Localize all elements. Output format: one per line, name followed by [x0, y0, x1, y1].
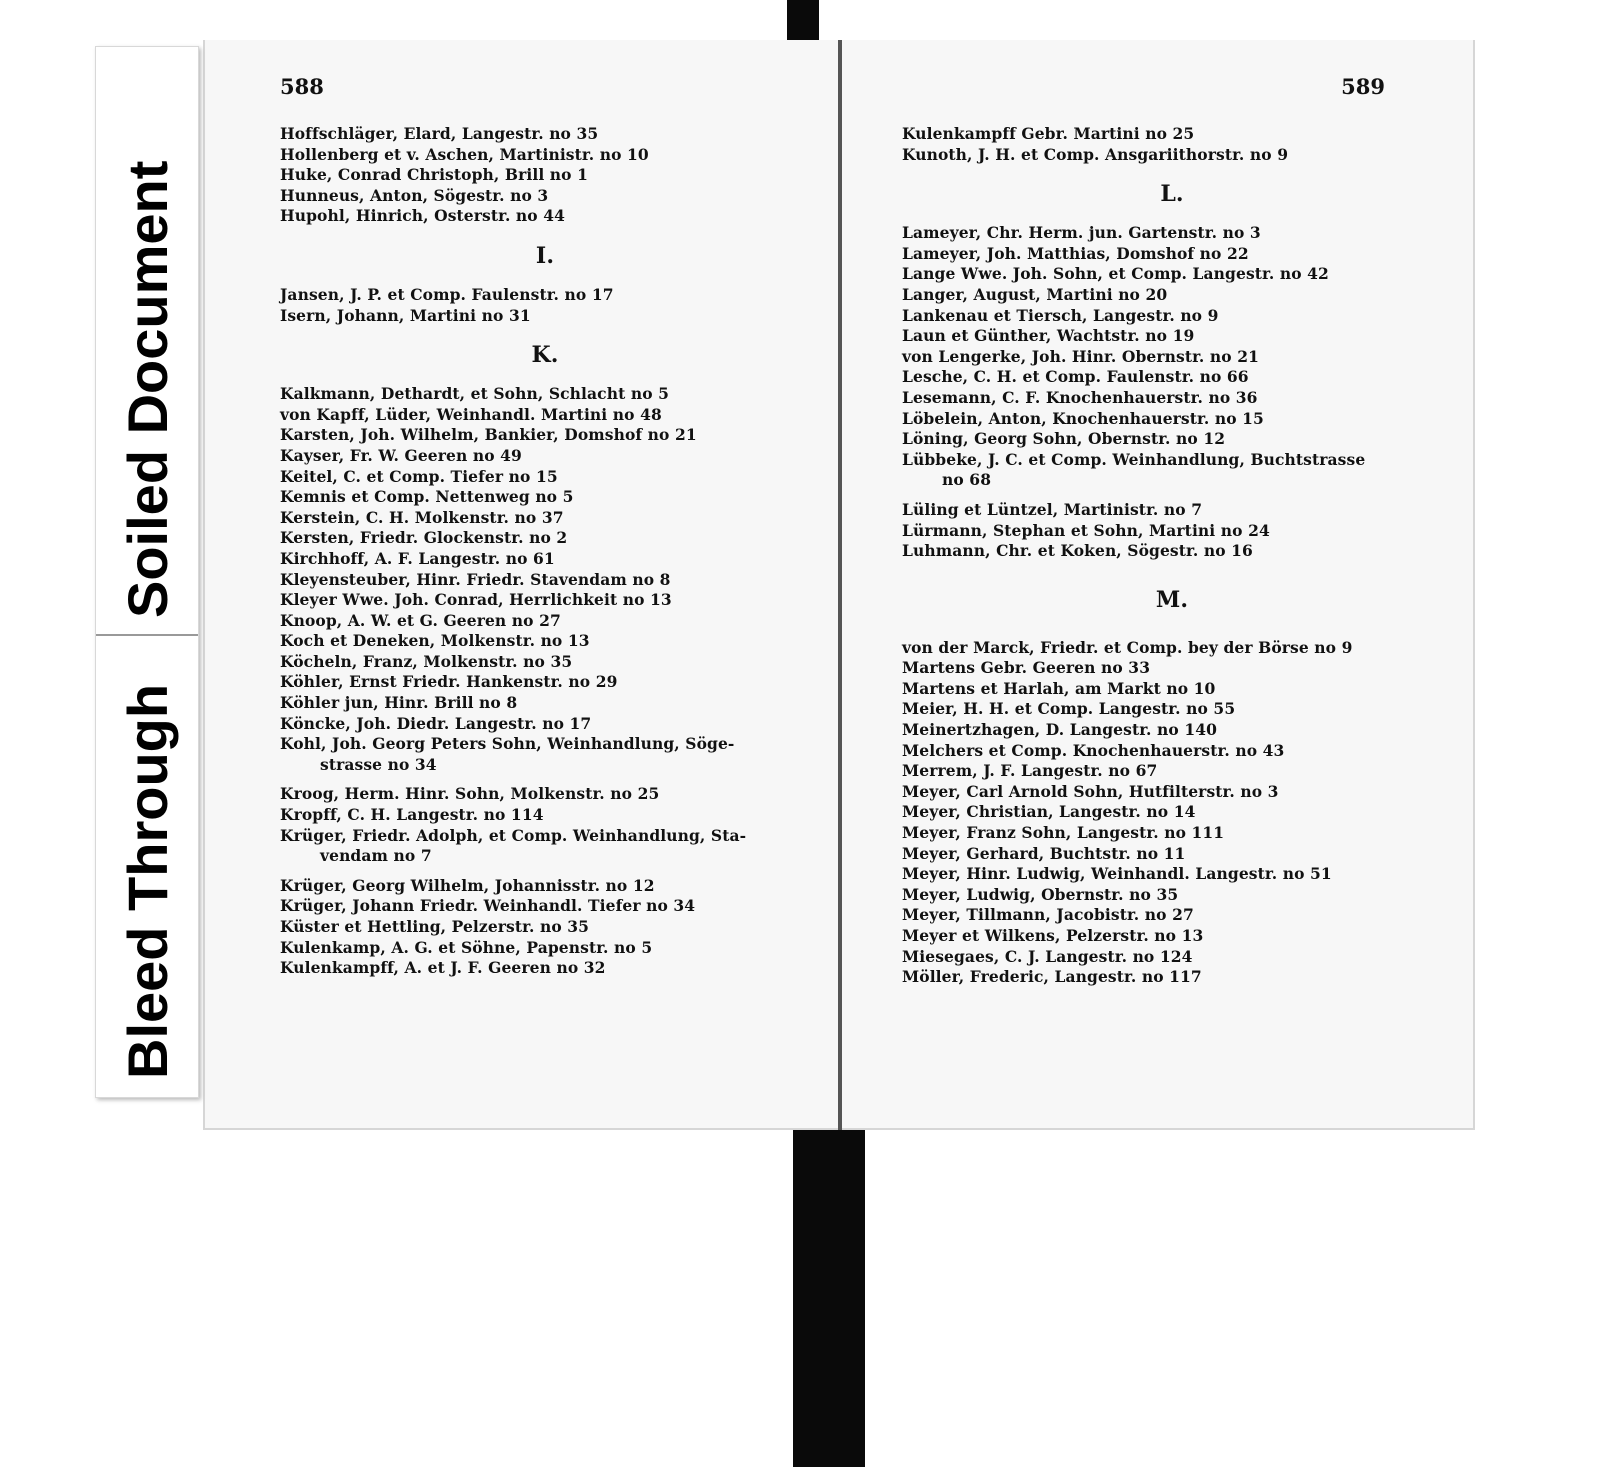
directory-entry: Lameyer, Joh. Matthias, Domshof no 22 — [902, 243, 1249, 263]
directory-entry: von Lengerke, Joh. Hinr. Obernstr. no 21 — [902, 346, 1260, 366]
directory-entry: Jansen, J. P. et Comp. Faulenstr. no 17 — [280, 284, 614, 304]
directory-entry: Küster et Hettling, Pelzerstr. no 35 — [280, 917, 590, 936]
entry-list — [902, 638, 1442, 988]
directory-entry: Löbelein, Anton, Knochenhauerstr. no 15 — [902, 408, 1264, 428]
directory-entry: Kemnis et Comp. Nettenweg no 5 — [280, 487, 574, 507]
directory-entry: Krüger, Johann Friedr. Weinhandl. Tiefer no 34 — [280, 896, 696, 916]
directory-entry: Kleyer Wwe. Joh. Conrad, Herrlichkeit no 13 — [280, 590, 672, 610]
book-spine-bottom — [793, 1128, 865, 1467]
entry-list — [902, 223, 1442, 470]
directory-entry: Lüling et Lüntzel, Martinistr. no 7 — [902, 499, 1203, 519]
directory-entry: Kerstein, C. H. Molkenstr. no 37 — [280, 507, 564, 527]
directory-entry: Köhler jun, Hinr. Brill no 8 — [280, 693, 518, 713]
directory-entry: von Kapff, Lüder, Weinhandl. Martini no 48 — [280, 404, 662, 424]
directory-entry: Hupohl, Hinrich, Osterstr. no 44 — [280, 206, 566, 226]
directory-entry: Kulenkamp, A. G. et Söhne, Papenstr. no 5 — [280, 937, 653, 957]
page-number-right: 589 — [1341, 74, 1385, 99]
page-number-left: 588 — [280, 74, 324, 99]
entry-list — [280, 124, 810, 227]
directory-entry: Lange Wwe. Joh. Sohn, et Comp. Langestr. no 42 — [902, 264, 1329, 284]
directory-entry: Hoffschläger, Elard, Langestr. no 35 — [280, 124, 599, 143]
section-heading-i: I. — [535, 242, 555, 269]
directory-entry: Isern, Johann, Martini no 31 — [280, 305, 531, 325]
directory-entry: Meier, H. H. et Comp. Langestr. no 55 — [902, 699, 1236, 719]
directory-entry: Kayser, Fr. W. Geeren no 49 — [280, 445, 522, 465]
directory-entry: Meyer et Wilkens, Pelzerstr. no 13 — [902, 926, 1204, 945]
directory-entry: Möller, Frederic, Langestr. no 117 — [902, 967, 1202, 987]
directory-entry: Kirchhoff, A. F. Langestr. no 61 — [280, 548, 555, 568]
section-heading-m: M. — [1155, 586, 1189, 613]
left-page — [203, 40, 840, 1130]
directory-entry: Huke, Conrad Christoph, Brill no 1 — [280, 165, 588, 185]
directory-entry: Lürmann, Stephan et Sohn, Martini no 24 — [902, 520, 1270, 540]
directory-entry: Laun et Günther, Wachtstr. no 19 — [902, 326, 1195, 346]
entry-list — [280, 784, 810, 846]
directory-entry: Knoop, A. W. et G. Geeren no 27 — [280, 610, 561, 630]
directory-entry: Lameyer, Chr. Herm. jun. Gartenstr. no 3 — [902, 223, 1261, 243]
directory-entry: Meyer, Hinr. Ludwig, Weinhandl. Langestr. no 51 — [902, 864, 1332, 884]
section-heading-l: L. — [1160, 181, 1184, 208]
directory-entry: Karsten, Joh. Wilhelm, Bankier, Domshof no 21 — [280, 425, 697, 445]
entry-list — [280, 285, 810, 326]
directory-entry: Meyer, Gerhard, Buchtstr. no 11 — [902, 843, 1186, 863]
directory-entry: Lankenau et Tiersch, Langestr. no 9 — [902, 305, 1219, 325]
directory-entry: Hollenberg et v. Aschen, Martinistr. no 10 — [280, 144, 649, 164]
directory-entry: Miesegaes, C. J. Langestr. no 124 — [902, 946, 1193, 966]
directory-entry: Langer, August, Martini no 20 — [902, 284, 1168, 304]
left-page-entries — [280, 124, 810, 979]
directory-entry: Meyer, Carl Arnold Sohn, Hutfilterstr. no 3 — [902, 781, 1279, 801]
directory-entry: Martens Gebr. Geeren no 33 — [902, 658, 1151, 678]
directory-entry: Meyer, Christian, Langestr. no 14 — [902, 802, 1196, 822]
right-page — [842, 40, 1475, 1130]
soiled-document-label: Soiled Document — [115, 160, 179, 618]
directory-entry-continuation: vendam no 7 — [320, 846, 432, 866]
directory-entry: Meyer, Tillmann, Jacobistr. no 27 — [902, 905, 1194, 925]
directory-entry: Luhmann, Chr. et Koken, Sögestr. no 16 — [902, 541, 1253, 561]
directory-entry: Meinertzhagen, D. Langestr. no 140 — [902, 720, 1218, 740]
directory-entry-continuation: strasse no 34 — [320, 754, 437, 774]
directory-entry: Kroog, Herm. Hinr. Sohn, Molkenstr. no 25 — [280, 784, 660, 804]
directory-entry: Hunneus, Anton, Sögestr. no 3 — [280, 185, 549, 205]
directory-entry: Lübbeke, J. C. et Comp. Weinhandlung, Buchtstrasse — [902, 449, 1366, 469]
directory-entry: Meyer, Ludwig, Obernstr. no 35 — [902, 884, 1179, 904]
directory-entry: Köcheln, Franz, Molkenstr. no 35 — [280, 651, 573, 671]
directory-entry: Kersten, Friedr. Glockenstr. no 2 — [280, 528, 568, 548]
directory-entry: Melchers et Comp. Knochenhauerstr. no 43 — [902, 740, 1285, 760]
directory-entry: Kropff, C. H. Langestr. no 114 — [280, 805, 544, 825]
entry-list — [902, 124, 1442, 165]
directory-entry: Kleyensteuber, Hinr. Friedr. Stavendam no 8 — [280, 569, 671, 589]
directory-entry: Kalkmann, Dethardt, et Sohn, Schlacht no 5 — [280, 384, 670, 404]
directory-entry: Krüger, Georg Wilhelm, Johannisstr. no 12 — [280, 875, 655, 895]
directory-entry-continuation: no 68 — [942, 470, 992, 490]
directory-entry: Keitel, C. et Comp. Tiefer no 15 — [280, 466, 558, 486]
directory-entry: Lesemann, C. F. Knochenhauerstr. no 36 — [902, 387, 1258, 407]
directory-entry: Meyer, Franz Sohn, Langestr. no 111 — [902, 823, 1225, 843]
document-tag-label — [95, 46, 199, 1098]
directory-entry: Koch et Deneken, Molkenstr. no 13 — [280, 631, 590, 651]
entry-list — [280, 876, 810, 979]
directory-entry: Löning, Georg Sohn, Obernstr. no 12 — [902, 429, 1226, 449]
section-heading-k: K. — [531, 342, 559, 369]
directory-entry: Kohl, Joh. Georg Peters Sohn, Weinhandlung, Söge- — [280, 734, 735, 754]
directory-entry: Lesche, C. H. et Comp. Faulenstr. no 66 — [902, 367, 1249, 387]
label-divider — [96, 634, 198, 636]
directory-entry: Köncke, Joh. Diedr. Langestr. no 17 — [280, 713, 592, 733]
directory-entry: Kulenkampff, A. et J. F. Geeren no 32 — [280, 958, 606, 978]
bleed-through-label: Bleed Through — [115, 683, 179, 1079]
directory-entry: Kulenkampff Gebr. Martini no 25 — [902, 124, 1195, 143]
directory-entry: Krüger, Friedr. Adolph, et Comp. Weinhandlung, Sta- — [280, 825, 747, 845]
entry-list — [280, 384, 810, 755]
entry-list — [902, 500, 1442, 562]
directory-entry: Köhler, Ernst Friedr. Hankenstr. no 29 — [280, 672, 618, 692]
right-page-entries — [902, 124, 1442, 988]
directory-entry: Kunoth, J. H. et Comp. Ansgariithorstr. no 9 — [902, 144, 1289, 164]
directory-entry: von der Marck, Friedr. et Comp. bey der Börse no 9 — [902, 637, 1353, 657]
directory-entry: Merrem, J. F. Langestr. no 67 — [902, 761, 1158, 781]
directory-entry: Martens et Harlah, am Markt no 10 — [902, 678, 1216, 698]
